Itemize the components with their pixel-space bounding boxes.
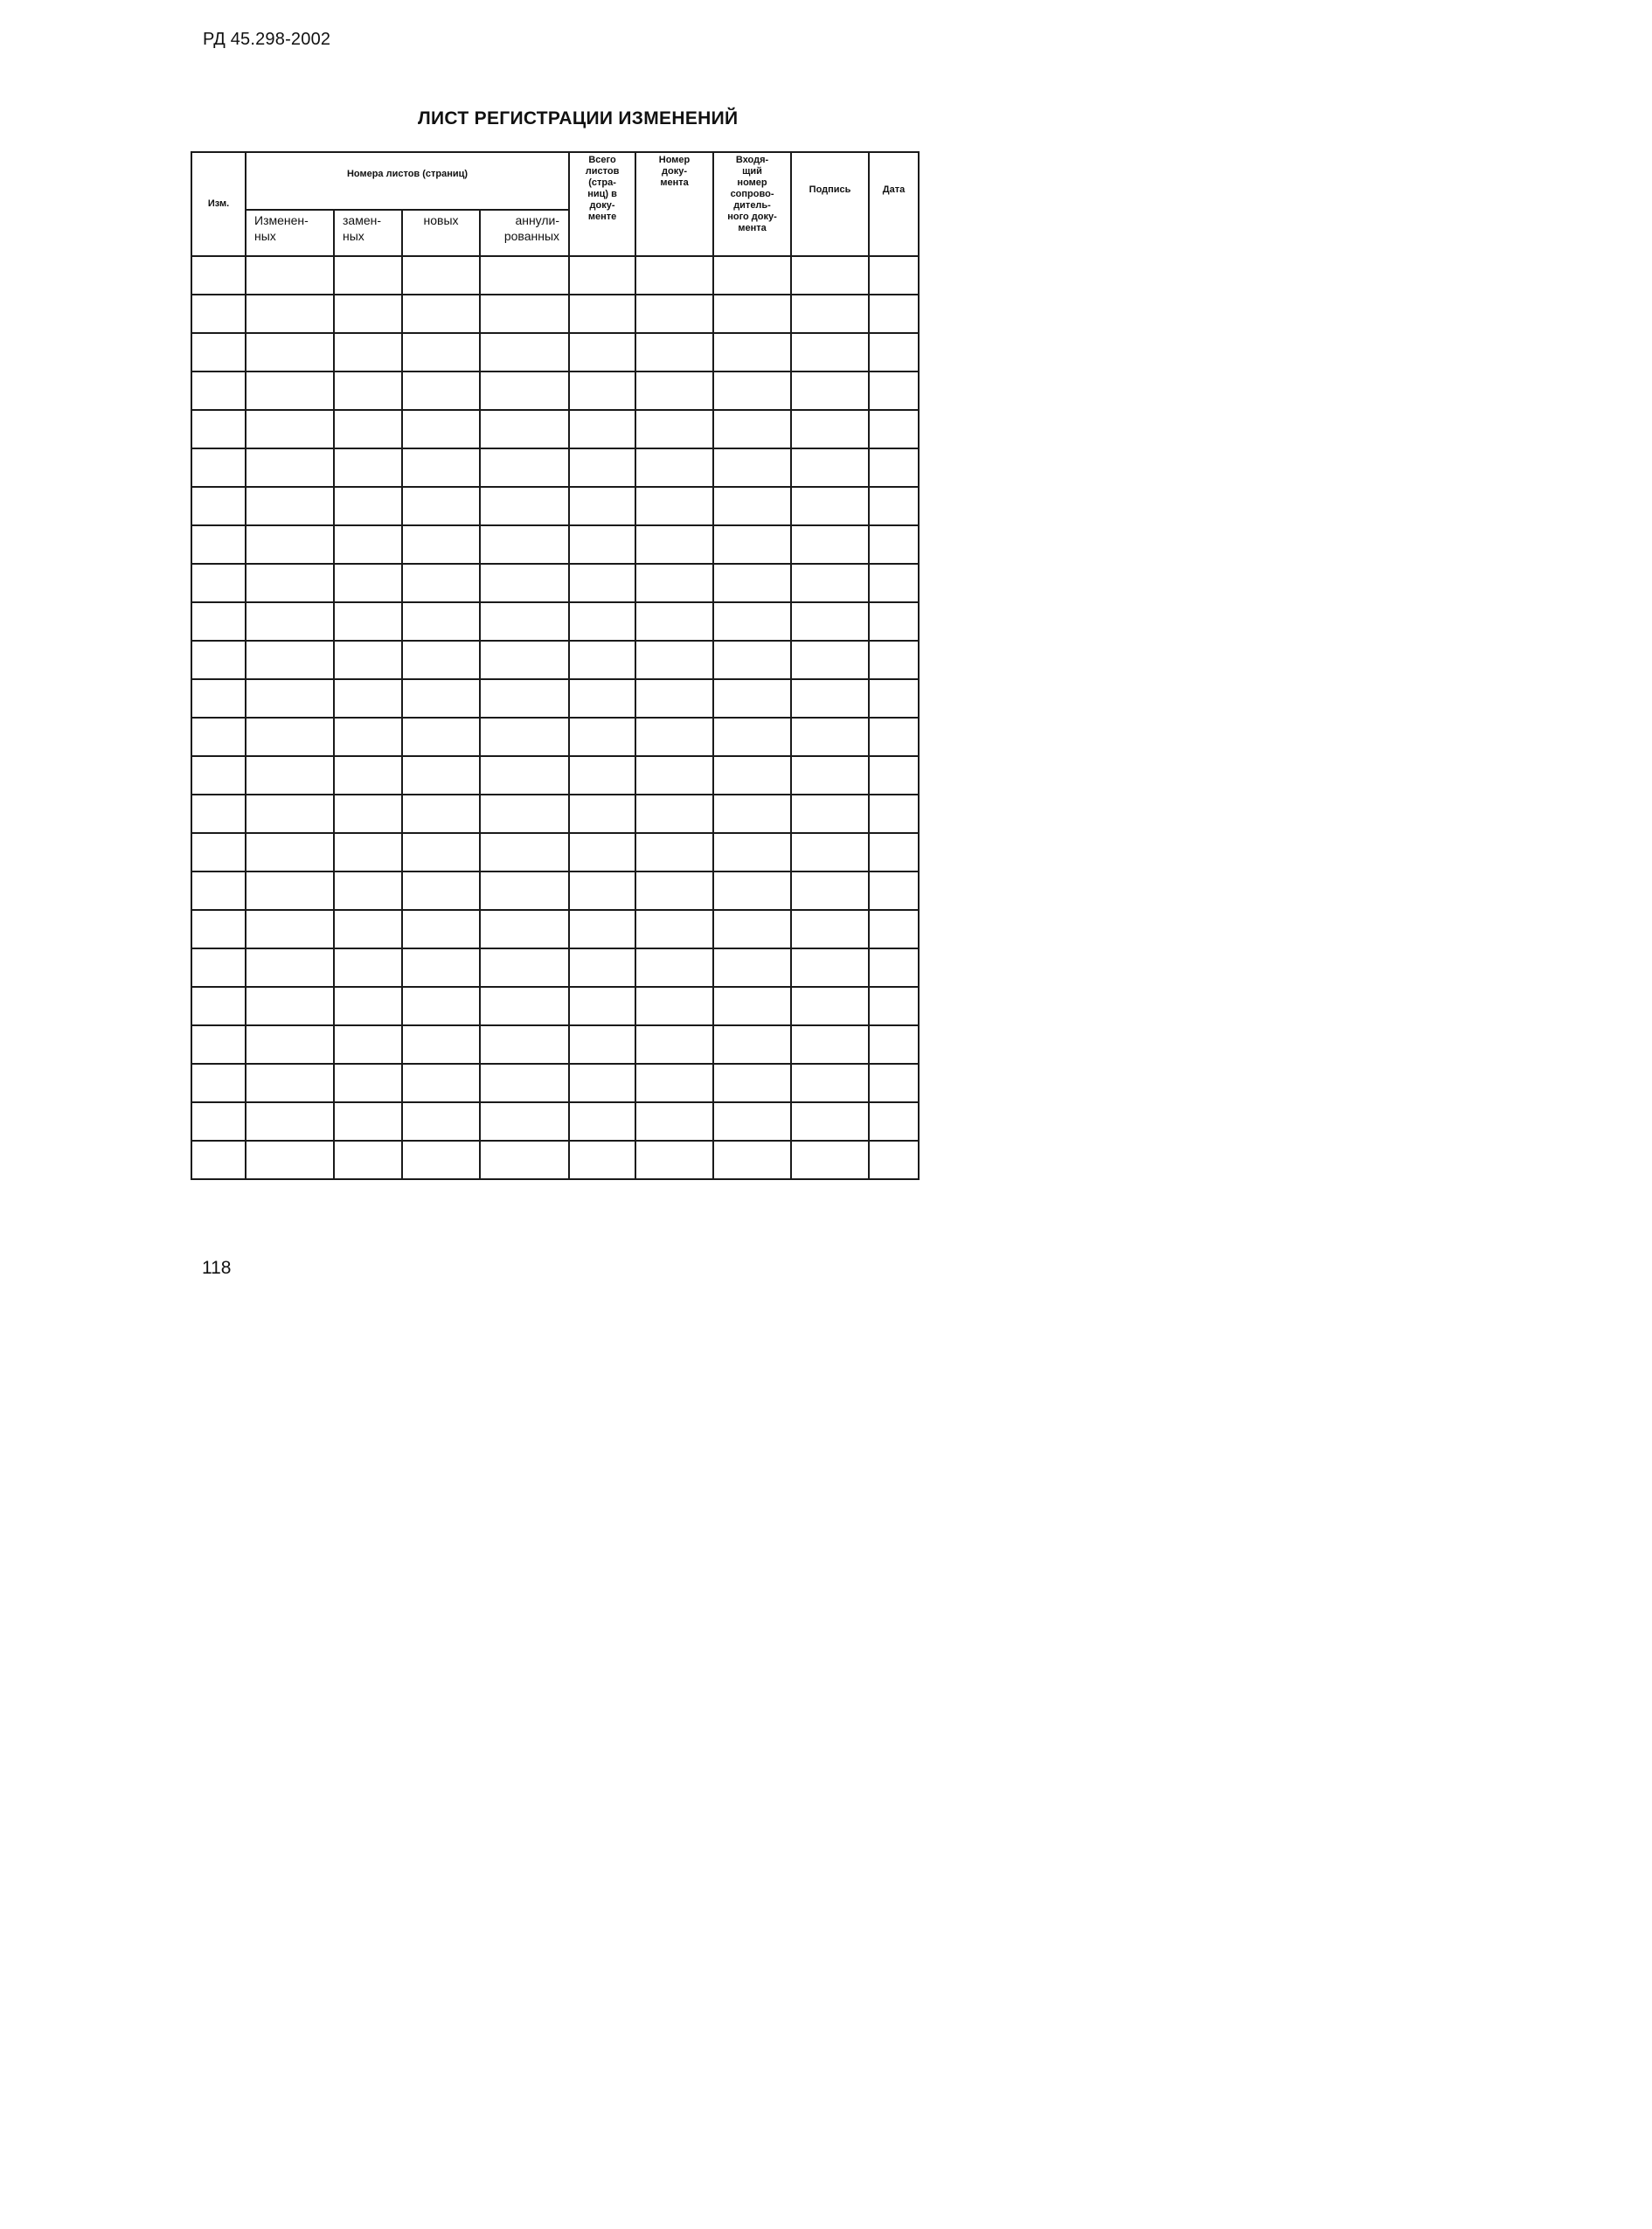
table-cell (713, 641, 791, 679)
table-cell (713, 756, 791, 795)
table-cell (334, 410, 402, 448)
table-cell (246, 795, 334, 833)
table-cell (869, 756, 919, 795)
table-row (191, 641, 919, 679)
table-cell (713, 295, 791, 333)
table-cell (569, 295, 635, 333)
table-cell (334, 987, 402, 1025)
table-cell (869, 487, 919, 525)
table-cell (569, 1102, 635, 1141)
table-cell (334, 1102, 402, 1141)
table-cell (402, 1141, 480, 1179)
table-cell (191, 1025, 246, 1064)
table-cell (713, 602, 791, 641)
table-cell (334, 718, 402, 756)
table-cell (569, 795, 635, 833)
table-cell (402, 1025, 480, 1064)
header-document-number: Номер доку- мента (635, 152, 713, 256)
table-cell (402, 1064, 480, 1102)
table-cell (635, 487, 713, 525)
table-row (191, 1025, 919, 1064)
table-cell (480, 679, 569, 718)
table-cell (713, 987, 791, 1025)
table-cell (334, 756, 402, 795)
table-cell (480, 448, 569, 487)
table-cell (246, 948, 334, 987)
table-cell (334, 1064, 402, 1102)
table-row (191, 372, 919, 410)
table-cell (480, 256, 569, 295)
subheader-new: новых (402, 210, 480, 256)
table-cell (791, 1025, 869, 1064)
table-cell (402, 333, 480, 372)
table-cell (402, 256, 480, 295)
table-row (191, 564, 919, 602)
table-cell (246, 641, 334, 679)
table-cell (334, 910, 402, 948)
table-cell (569, 910, 635, 948)
table-cell (334, 448, 402, 487)
table-cell (334, 1141, 402, 1179)
table-cell (869, 718, 919, 756)
table-cell (191, 602, 246, 641)
table-cell (246, 1102, 334, 1141)
table-row (191, 602, 919, 641)
table-cell (480, 1025, 569, 1064)
table-row (191, 525, 919, 564)
table-cell (569, 333, 635, 372)
table-cell (402, 641, 480, 679)
table-cell (791, 871, 869, 910)
table-cell (191, 564, 246, 602)
table-cell (191, 641, 246, 679)
table-cell (402, 372, 480, 410)
page-number: 118 (202, 1258, 232, 1278)
table-cell (635, 372, 713, 410)
table-cell (635, 448, 713, 487)
table-cell (480, 718, 569, 756)
table-cell (334, 602, 402, 641)
table-cell (191, 871, 246, 910)
header-izm: Изм. (191, 152, 246, 256)
table-cell (569, 256, 635, 295)
table-cell (791, 910, 869, 948)
table-cell (191, 1141, 246, 1179)
table-cell (869, 871, 919, 910)
table-row (191, 1141, 919, 1179)
table-cell (791, 487, 869, 525)
table-cell (402, 833, 480, 871)
table-cell (635, 679, 713, 718)
table-cell (869, 256, 919, 295)
table-cell (402, 987, 480, 1025)
table-cell (635, 756, 713, 795)
table-cell (791, 333, 869, 372)
table-cell (402, 487, 480, 525)
table-cell (569, 641, 635, 679)
table-cell (480, 641, 569, 679)
table-cell (480, 1141, 569, 1179)
table-row (191, 410, 919, 448)
table-cell (791, 372, 869, 410)
table-cell (246, 333, 334, 372)
table-cell (635, 1064, 713, 1102)
table-row (191, 256, 919, 295)
table-cell (246, 564, 334, 602)
table-cell (569, 602, 635, 641)
table-cell (791, 1064, 869, 1102)
table-cell (402, 871, 480, 910)
table-cell (246, 1141, 334, 1179)
table-cell (480, 372, 569, 410)
table-cell (480, 525, 569, 564)
table-cell (791, 641, 869, 679)
table-cell (713, 948, 791, 987)
table-cell (791, 756, 869, 795)
table-cell (635, 795, 713, 833)
table-cell (191, 487, 246, 525)
table-cell (402, 448, 480, 487)
table-cell (191, 410, 246, 448)
table-cell (635, 948, 713, 987)
table-cell (713, 795, 791, 833)
table-cell (635, 718, 713, 756)
table-cell (713, 487, 791, 525)
table-cell (713, 410, 791, 448)
document-code: РД 45.298-2002 (203, 30, 331, 49)
table-cell (791, 295, 869, 333)
table-cell (635, 1102, 713, 1141)
table-cell (791, 795, 869, 833)
header-page-numbers: Номера листов (страниц) (246, 152, 569, 210)
table-cell (334, 1025, 402, 1064)
table-cell (402, 910, 480, 948)
table-cell (869, 410, 919, 448)
table-cell (402, 756, 480, 795)
table-cell (480, 1064, 569, 1102)
table-row (191, 295, 919, 333)
table-cell (713, 256, 791, 295)
table-cell (191, 718, 246, 756)
table-cell (869, 333, 919, 372)
table-row (191, 987, 919, 1025)
table-cell (869, 1141, 919, 1179)
table-body (191, 256, 919, 1179)
table-cell (334, 871, 402, 910)
table-cell (635, 910, 713, 948)
table-cell (713, 1141, 791, 1179)
table-row (191, 718, 919, 756)
table-cell (334, 641, 402, 679)
table-cell (334, 948, 402, 987)
table-cell (191, 679, 246, 718)
table-cell (569, 525, 635, 564)
table-cell (713, 372, 791, 410)
table-cell (402, 410, 480, 448)
table-row (191, 679, 919, 718)
table-cell (246, 372, 334, 410)
table-cell (191, 910, 246, 948)
table-cell (635, 333, 713, 372)
table-cell (402, 295, 480, 333)
table-cell (402, 602, 480, 641)
table-cell (569, 372, 635, 410)
table-cell (791, 448, 869, 487)
table-cell (791, 718, 869, 756)
table-cell (713, 1025, 791, 1064)
table-cell (791, 564, 869, 602)
table-cell (480, 987, 569, 1025)
table-cell (635, 602, 713, 641)
table-cell (246, 487, 334, 525)
header-incoming-number: Входя- щий номер сопрово- дитель- ного доку- мента (713, 152, 791, 256)
header-signature: Подпись (791, 152, 869, 256)
table-cell (869, 679, 919, 718)
table-row (191, 910, 919, 948)
subheader-changed: Изменен- ных (246, 210, 334, 256)
table-row (191, 1102, 919, 1141)
table-cell (569, 1141, 635, 1179)
table-cell (480, 795, 569, 833)
table-cell (869, 987, 919, 1025)
table-cell (191, 948, 246, 987)
table-cell (191, 448, 246, 487)
table-cell (791, 410, 869, 448)
table-row (191, 448, 919, 487)
table-cell (191, 987, 246, 1025)
table-cell (869, 1064, 919, 1102)
table-row (191, 833, 919, 871)
table-row (191, 871, 919, 910)
table-cell (791, 525, 869, 564)
table-cell (402, 718, 480, 756)
table-cell (191, 295, 246, 333)
table-cell (635, 564, 713, 602)
table-cell (791, 833, 869, 871)
table-cell (402, 525, 480, 564)
table-cell (334, 525, 402, 564)
table-cell (569, 448, 635, 487)
table-cell (869, 833, 919, 871)
table-cell (713, 564, 791, 602)
table-cell (191, 833, 246, 871)
table-cell (569, 718, 635, 756)
table-cell (246, 256, 334, 295)
table-cell (713, 1102, 791, 1141)
table-cell (191, 795, 246, 833)
table-cell (480, 871, 569, 910)
table-cell (869, 448, 919, 487)
table-cell (569, 1025, 635, 1064)
table-cell (569, 564, 635, 602)
table-cell (334, 295, 402, 333)
table-cell (191, 256, 246, 295)
table-row (191, 487, 919, 525)
table-cell (246, 833, 334, 871)
table-cell (569, 1064, 635, 1102)
table-cell (480, 410, 569, 448)
table-cell (334, 333, 402, 372)
table-cell (480, 1102, 569, 1141)
table-cell (713, 718, 791, 756)
table-cell (635, 410, 713, 448)
table-cell (869, 948, 919, 987)
table-cell (480, 756, 569, 795)
table-cell (480, 833, 569, 871)
table-cell (246, 602, 334, 641)
table-cell (480, 295, 569, 333)
header-total-sheets: Всего листов (стра- ниц) в доку- менте (569, 152, 635, 256)
table-cell (480, 948, 569, 987)
table-cell (246, 1025, 334, 1064)
table-cell (480, 602, 569, 641)
table-cell (402, 948, 480, 987)
table-cell (569, 871, 635, 910)
table-cell (246, 987, 334, 1025)
table-cell (480, 564, 569, 602)
table-cell (635, 256, 713, 295)
table-cell (869, 602, 919, 641)
table-cell (246, 295, 334, 333)
subheader-annulled: аннули- рованных (480, 210, 569, 256)
table-cell (635, 1025, 713, 1064)
table-cell (713, 910, 791, 948)
table-cell (713, 1064, 791, 1102)
table-cell (635, 871, 713, 910)
table-cell (402, 679, 480, 718)
table-cell (713, 333, 791, 372)
table-row (191, 1064, 919, 1102)
table-cell (402, 795, 480, 833)
table-cell (246, 910, 334, 948)
table-cell (635, 987, 713, 1025)
table-cell (713, 525, 791, 564)
table-cell (569, 487, 635, 525)
table-cell (334, 833, 402, 871)
table-cell (191, 756, 246, 795)
table-cell (402, 564, 480, 602)
table-cell (791, 256, 869, 295)
table-cell (569, 679, 635, 718)
table-cell (869, 1025, 919, 1064)
table-row (191, 948, 919, 987)
table-cell (246, 718, 334, 756)
table-cell (569, 410, 635, 448)
table-cell (246, 679, 334, 718)
table-cell (869, 564, 919, 602)
table-cell (713, 833, 791, 871)
table-cell (713, 871, 791, 910)
table-cell (713, 679, 791, 718)
table-cell (569, 756, 635, 795)
table-cell (334, 256, 402, 295)
table-cell (191, 372, 246, 410)
table-cell (869, 1102, 919, 1141)
table-cell (246, 756, 334, 795)
table-cell (635, 1141, 713, 1179)
table-cell (791, 1102, 869, 1141)
table-cell (246, 525, 334, 564)
table-cell (191, 333, 246, 372)
table-cell (480, 910, 569, 948)
table-cell (869, 795, 919, 833)
table-cell (334, 564, 402, 602)
table-cell (713, 448, 791, 487)
table-cell (869, 910, 919, 948)
table-cell (791, 987, 869, 1025)
table-cell (569, 833, 635, 871)
table-cell (246, 448, 334, 487)
table-cell (635, 525, 713, 564)
table-cell (246, 871, 334, 910)
table-row (191, 333, 919, 372)
table-cell (569, 948, 635, 987)
table-cell (480, 487, 569, 525)
table-cell (869, 641, 919, 679)
table-cell (791, 1141, 869, 1179)
table-cell (791, 679, 869, 718)
subheader-replaced: замен- ных (334, 210, 402, 256)
table-cell (191, 1064, 246, 1102)
table-cell (869, 372, 919, 410)
table-cell (635, 833, 713, 871)
table-cell (402, 1102, 480, 1141)
table-cell (635, 641, 713, 679)
table-cell (569, 987, 635, 1025)
table-cell (791, 602, 869, 641)
table-cell (334, 487, 402, 525)
table-cell (635, 295, 713, 333)
table-row (191, 756, 919, 795)
change-registration-table (191, 151, 920, 1180)
table-cell (334, 795, 402, 833)
table-cell (480, 333, 569, 372)
table-cell (246, 410, 334, 448)
table-cell (869, 525, 919, 564)
table-cell (246, 1064, 334, 1102)
table-cell (334, 679, 402, 718)
table-cell (191, 525, 246, 564)
table-cell (791, 948, 869, 987)
table-cell (334, 372, 402, 410)
table-cell (191, 1102, 246, 1141)
page-title: ЛИСТ РЕГИСТРАЦИИ ИЗМЕНЕНИЙ (418, 108, 739, 128)
header-date: Дата (869, 152, 919, 256)
table-cell (869, 295, 919, 333)
table-row (191, 795, 919, 833)
